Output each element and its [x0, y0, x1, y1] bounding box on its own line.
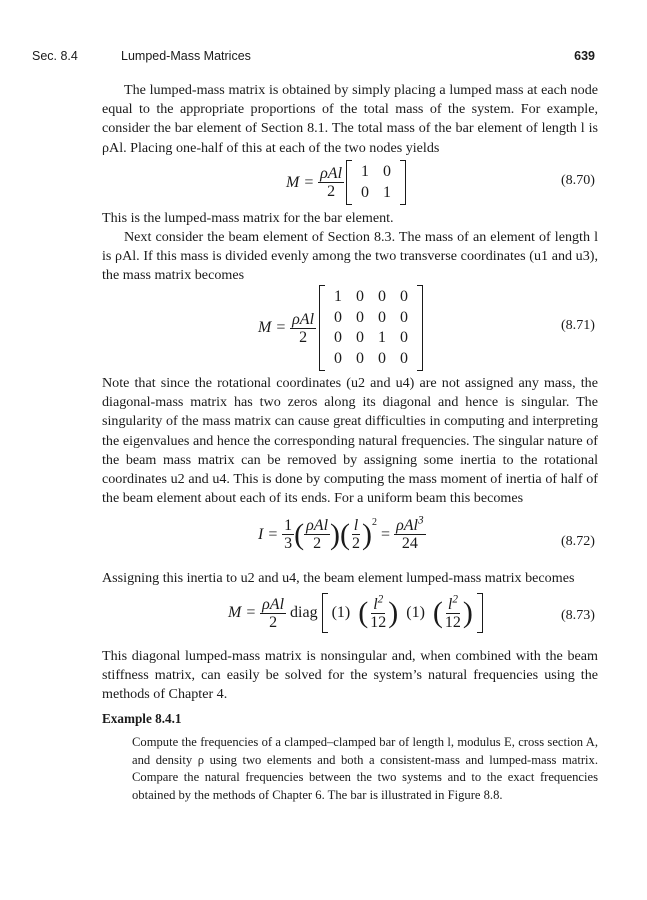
fraction-denominator: 24 — [401, 535, 418, 552]
eq-lhs: M = — [286, 173, 315, 191]
paragraph-2: This is the lumped-mass matrix for the bar element. — [102, 210, 394, 226]
matrix-cell: 1 — [334, 288, 343, 305]
page-number: 639 — [574, 49, 595, 63]
matrix-cell: 0 — [400, 308, 409, 326]
matrix-cell: 0 — [383, 163, 392, 180]
fraction-numerator: ρAl — [292, 310, 315, 328]
matrix-cell: 0 — [334, 308, 343, 326]
matrix-cell: 0 — [361, 183, 370, 201]
fraction-numerator — [394, 514, 426, 535]
close-paren: ) — [462, 596, 473, 629]
open-paren: ( — [340, 517, 351, 551]
numerator-text: l — [373, 595, 378, 613]
paragraph-1: The lumped-mass matrix is obtained by simply placing a lumped mass at each node equal to the appropriate proportions of the total mass of the system. For example, consider the bar element of Section 8.1. The total mass of the bar element of length l is ρAl. Placing one-half of this at each of the two nodes yields — [102, 82, 598, 156]
close-paren: ) — [330, 517, 341, 551]
equation-number: (8.72) — [560, 533, 595, 549]
numerator-exponent: 2 — [377, 593, 384, 606]
close-paren: ) — [362, 517, 373, 551]
paragraph-6: This diagonal lumped-mass matrix is nonsingular and, when combined with the beam stiffness matrix, can easily be solved for the system’s natural frequencies using the methods of Chapter 4. — [102, 648, 598, 703]
matrix-4x4 — [319, 285, 423, 371]
matrix-cell: 0 — [400, 349, 409, 367]
equation-number: (8.70) — [560, 172, 595, 188]
matrix-cell: 1 — [361, 163, 370, 180]
fraction-denominator: 3 — [284, 535, 293, 552]
paragraph-3: Next consider the beam element of Section 8.3. The mass of an element of length l is ρAl. If this mass is divided evenly among the two transverse coordinates (u1 and u3), the mass matrix becomes — [102, 229, 598, 284]
fraction-numerator: ρAl — [320, 165, 343, 182]
matrix-cell: 1 — [378, 329, 387, 346]
eq-lhs: I = — [258, 525, 279, 543]
eq-fraction — [290, 312, 316, 345]
fraction-denominator: 2 — [299, 328, 308, 346]
diag-operator: diag — [290, 604, 318, 621]
fraction-denominator: 2 — [269, 613, 278, 631]
fraction-denominator: 2 — [313, 535, 322, 552]
matrix-cell: 0 — [334, 329, 343, 346]
fraction-numerator: l — [353, 517, 359, 534]
eq-fraction-1 — [282, 518, 294, 551]
open-paren: ( — [294, 517, 305, 551]
diag-term-4 — [443, 593, 463, 631]
matrix-cell: 0 — [334, 349, 343, 367]
fraction-numerator — [446, 593, 460, 614]
fraction-denominator: 12 — [370, 613, 387, 631]
matrix-cell: 0 — [400, 288, 409, 305]
eq-fraction-3 — [350, 518, 362, 551]
equation-number: (8.71) — [560, 317, 595, 333]
eq-fraction — [260, 597, 286, 630]
fraction-numerator — [371, 593, 385, 614]
matrix-cell: 1 — [383, 183, 392, 201]
equation-number: (8.73) — [560, 607, 595, 623]
numerator-exponent: 3 — [417, 514, 424, 527]
paragraph-5: Assigning this inertia to u2 and u4, the beam element lumped-mass matrix becomes — [102, 570, 575, 586]
matrix-cell: 0 — [356, 308, 365, 326]
numerator-text: ρAl — [396, 517, 418, 534]
eq-fraction-2 — [304, 518, 330, 551]
fraction-numerator: ρAl — [306, 517, 329, 534]
numerator-text: l — [447, 595, 453, 613]
example-heading: Example 8.4.1 — [102, 711, 182, 726]
matrix-cell: 0 — [378, 308, 387, 326]
equation-8-72: I = $\frac{1}{3}$ ( $\frac{\text{ρAl}}{2}$ ) ( $\frac{l}{2}$ ) $^2$ = $\frac{\rho Al^3}{24}$ — [258, 514, 424, 552]
fraction-numerator: ρAl — [262, 595, 285, 613]
running-title: Lumped-Mass Matrices — [121, 49, 251, 63]
equation-8-73 — [228, 593, 483, 633]
matrix-cell: 0 — [378, 288, 387, 305]
eq-fraction — [318, 166, 344, 199]
close-paren: ) — [388, 596, 399, 629]
eq-fraction-4 — [394, 514, 426, 552]
matrix-cell: 0 — [400, 329, 409, 346]
section-label: Sec. 8.4 — [32, 49, 78, 63]
fraction-denominator: 12 — [444, 613, 461, 631]
diag-term-3: (1) — [406, 604, 425, 621]
matrix-cell: 0 — [378, 349, 387, 367]
matrix-cell: 0 — [356, 329, 365, 346]
matrix-cell: 0 — [356, 288, 365, 305]
numerator-exponent: 2 — [452, 593, 458, 606]
diag-term-1: (1) — [331, 604, 351, 621]
left-bracket — [322, 593, 328, 633]
paragraph-4: Note that since the rotational coordinates (u2 and u4) are not assigned any mass, the diagonal-mass matrix has two zeros along its diagonal and hence is singular. The singularity of the mass matrix can cause great difficulties in computing and interpreting the eigenvalues and hence the corresponding natural frequencies. The singular nature of the beam mass matrix can be removed by assigning some inertia to the rotational coordinates u2 and u4. This is done by computing the mass moment of inertia of half of the beam element about each of its ends. For a uniform beam this becomes — [102, 375, 598, 507]
right-bracket — [477, 593, 483, 633]
matrix-2x2 — [346, 160, 406, 205]
fraction-denominator: 2 — [352, 535, 361, 552]
equation-8-70 — [286, 160, 406, 205]
equation-8-71 — [258, 285, 423, 371]
example-body: Compute the frequencies of a clamped–clamped bar of length l, modulus E, cross section A, and density ρ using two elements and both a consistent-mass and lumped-mass matrix. Compare the natural frequencies between the two systems and to the exact frequencies obtained by the methods of Chapter 6. The bar is illustrated in Figure 8.8. — [132, 735, 598, 802]
fraction-denominator: 2 — [327, 183, 336, 200]
matrix-cell: 0 — [356, 349, 365, 367]
open-paren: ( — [358, 596, 369, 629]
eq-lhs: M = — [258, 319, 287, 336]
open-paren: ( — [432, 596, 443, 629]
eq-lhs: M = — [228, 604, 257, 621]
diag-term-2 — [368, 593, 388, 631]
fraction-numerator: 1 — [284, 517, 293, 534]
equals-sign: = — [381, 525, 391, 543]
